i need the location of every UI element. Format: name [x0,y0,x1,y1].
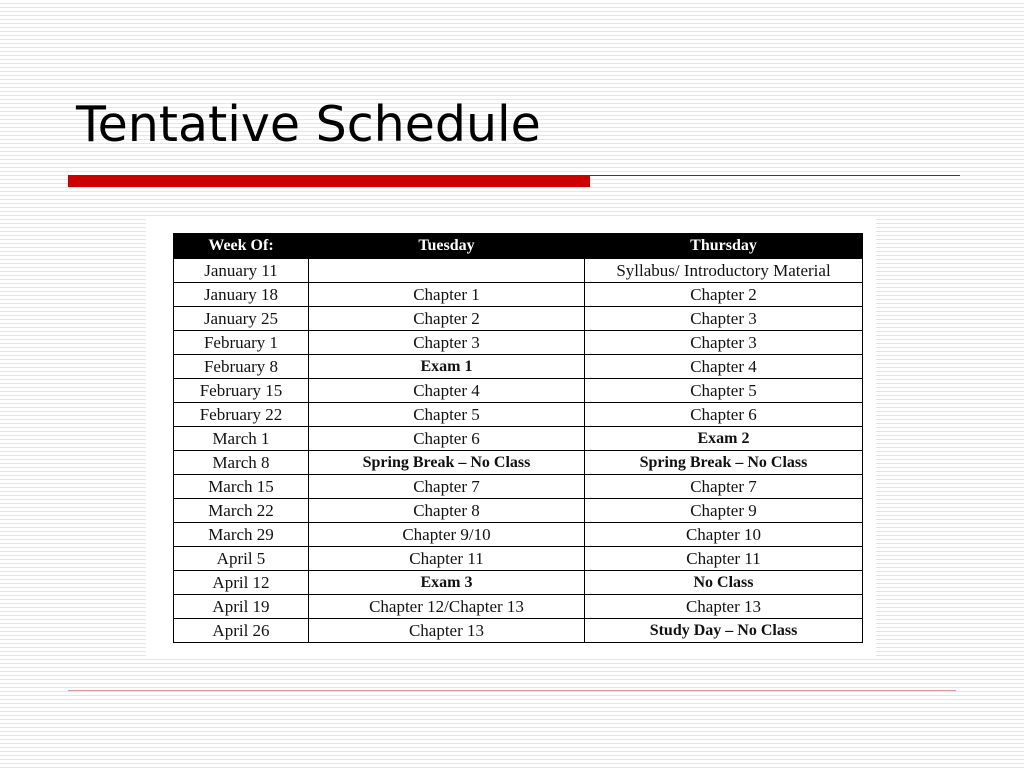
tuesday-cell: Chapter 8 [309,499,585,523]
header-thursday: Thursday [585,234,863,259]
thursday-cell: Exam 2 [585,427,863,451]
table-row [174,571,863,595]
thursday-cell: Chapter 9 [585,499,863,523]
tuesday-cell [309,259,585,283]
table-row [174,619,863,643]
table-row [174,307,863,331]
tuesday-cell: Exam 3 [309,571,585,595]
thursday-cell: Chapter 13 [585,595,863,619]
tuesday-cell: Chapter 7 [309,475,585,499]
thursday-cell: No Class [585,571,863,595]
table-row [174,547,863,571]
thursday-cell: Chapter 5 [585,379,863,403]
table-row [174,499,863,523]
table-row [174,379,863,403]
thursday-cell: Study Day – No Class [585,619,863,643]
schedule-body [174,259,863,643]
thursday-cell: Chapter 6 [585,403,863,427]
thursday-cell: Chapter 3 [585,307,863,331]
table-row [174,283,863,307]
schedule-panel [146,216,876,656]
tuesday-cell: Spring Break – No Class [309,451,585,475]
table-row [174,331,863,355]
week-cell: April 19 [174,595,309,619]
table-row [174,595,863,619]
week-cell: March 1 [174,427,309,451]
table-row [174,259,863,283]
week-cell: April 26 [174,619,309,643]
tuesday-cell: Chapter 5 [309,403,585,427]
thursday-cell: Syllabus/ Introductory Material [585,259,863,283]
schedule-header-row [174,234,863,259]
week-cell: February 22 [174,403,309,427]
title-accent-bar [68,175,590,187]
tuesday-cell: Chapter 13 [309,619,585,643]
tuesday-cell: Exam 1 [309,355,585,379]
week-cell: April 5 [174,547,309,571]
table-row [174,403,863,427]
header-week-of: Week Of: [174,234,309,259]
header-tuesday: Tuesday [309,234,585,259]
week-cell: April 12 [174,571,309,595]
table-row [174,475,863,499]
week-cell: March 8 [174,451,309,475]
tuesday-cell: Chapter 4 [309,379,585,403]
week-cell: March 29 [174,523,309,547]
tuesday-cell: Chapter 12/Chapter 13 [309,595,585,619]
slide-title: Tentative Schedule [76,96,541,153]
thursday-cell: Spring Break – No Class [585,451,863,475]
week-cell: March 15 [174,475,309,499]
table-row [174,451,863,475]
week-cell: February 15 [174,379,309,403]
table-row [174,523,863,547]
thursday-cell: Chapter 2 [585,283,863,307]
week-cell: February 1 [174,331,309,355]
week-cell: January 11 [174,259,309,283]
week-cell: February 8 [174,355,309,379]
title-accent-line [590,175,960,176]
thursday-cell: Chapter 10 [585,523,863,547]
schedule-table [173,233,863,643]
tuesday-cell: Chapter 2 [309,307,585,331]
week-cell: January 18 [174,283,309,307]
table-row [174,355,863,379]
week-cell: March 22 [174,499,309,523]
table-row [174,427,863,451]
thursday-cell: Chapter 3 [585,331,863,355]
tuesday-cell: Chapter 6 [309,427,585,451]
thursday-cell: Chapter 4 [585,355,863,379]
thursday-cell: Chapter 11 [585,547,863,571]
tuesday-cell: Chapter 1 [309,283,585,307]
footer-divider [68,690,956,691]
thursday-cell: Chapter 7 [585,475,863,499]
tuesday-cell: Chapter 3 [309,331,585,355]
tuesday-cell: Chapter 11 [309,547,585,571]
week-cell: January 25 [174,307,309,331]
tuesday-cell: Chapter 9/10 [309,523,585,547]
